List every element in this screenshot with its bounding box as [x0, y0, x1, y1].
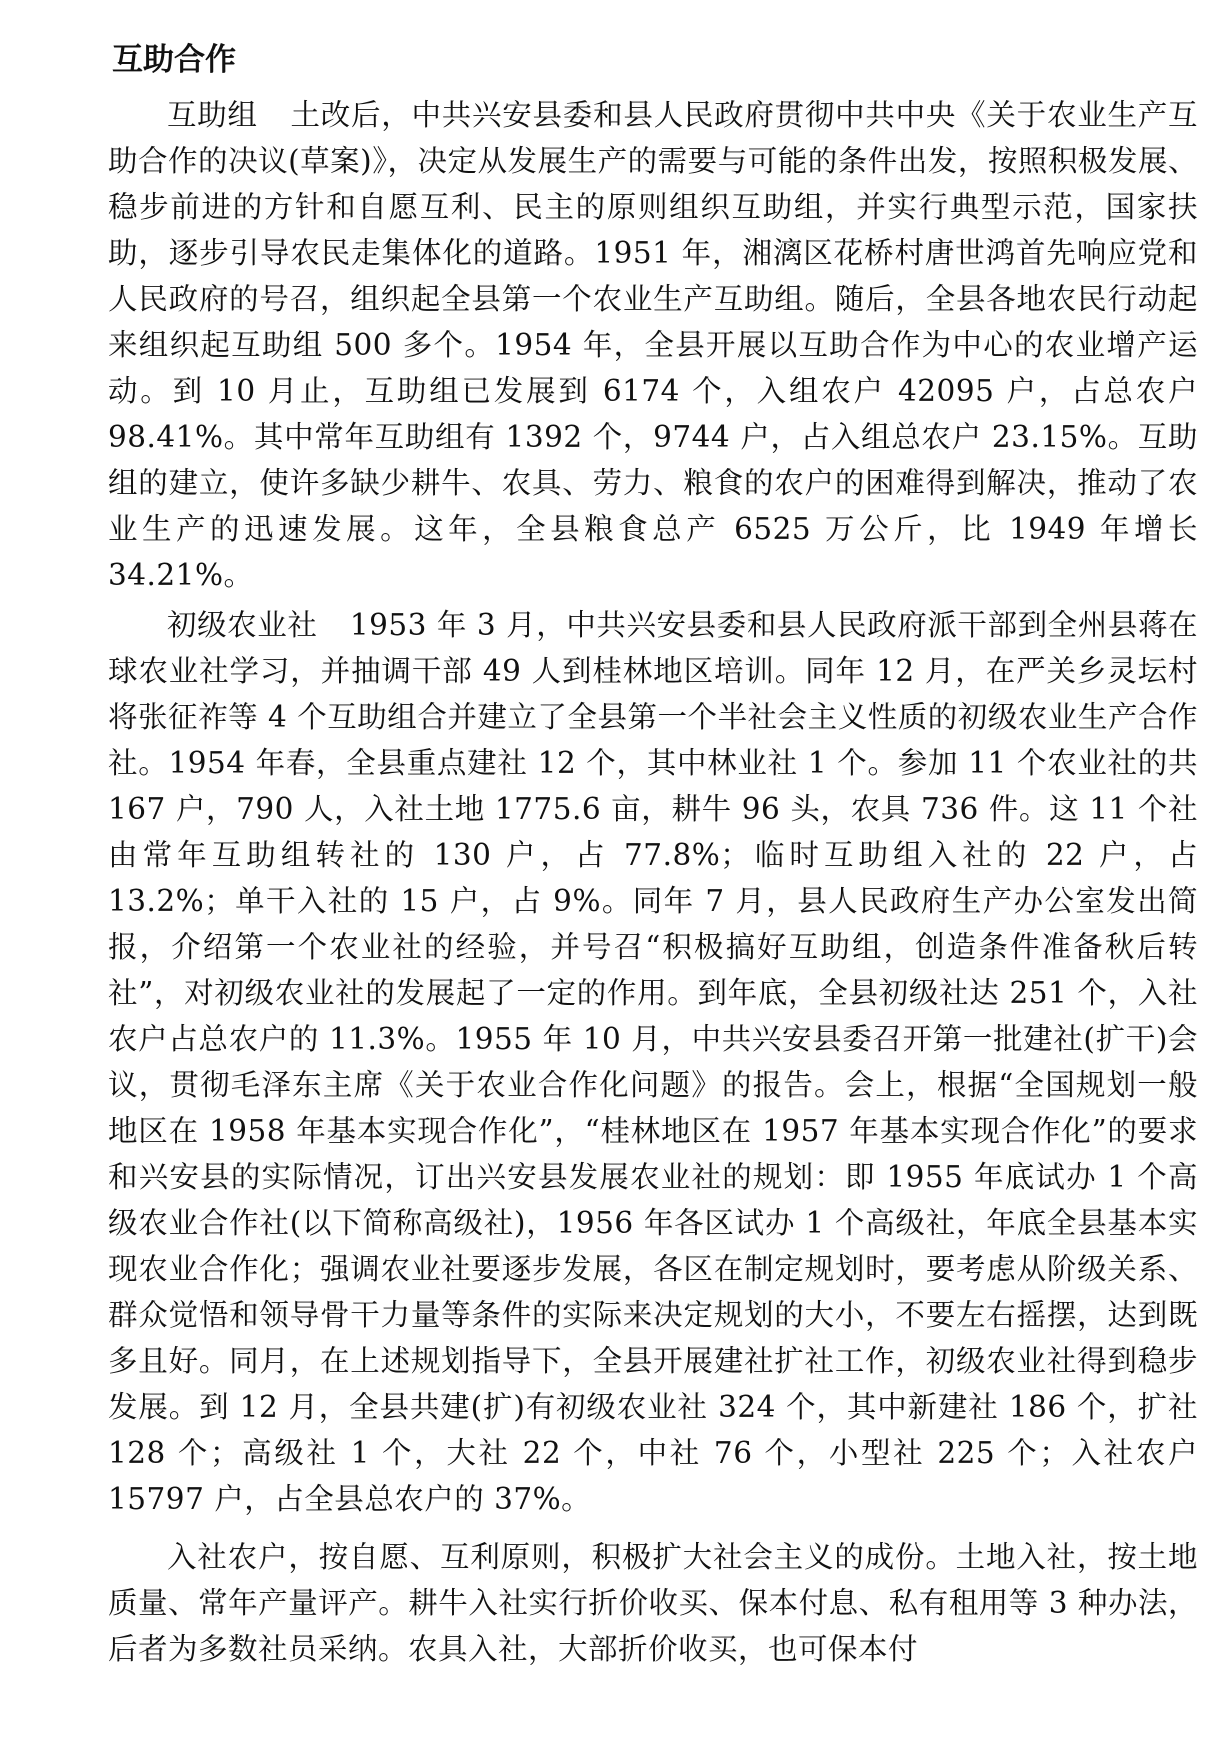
- paragraph-joining-households: [108, 1534, 1198, 1672]
- paragraph-body-primary-cooperatives: 1953 年 3 月，中共兴安县委和县人民政府派干部到全州县蒋在球农业社学习，并抽调干部 49 人到桂林地区培训。同年 12 月，在严关乡灵坛村将张征祚等 4 个互助组合并建立了全县第一个半社会主义性质的初级农业生产合作社。1954 年春，全县重点建社 12 个，其中林业社 1 个。参加 11 个农业社的共 167 户，790 人，入社土地 1775.6 亩，耕牛 96 头，农具 736 件。这 11 个社由常年互助组转社的 130 户，占 77.8%；临时互助组入社的 22 户，占 13.2%；单干入社的 15 户，占 9%。同年 7 月，县人民政府生产办公室发出简报，介绍第一个农业社的经验，并号召“积极搞好互助组，创造条件准备秋后转社”，对初级农业社的发展起了一定的作用。到年底，全县初级社达 251 个，入社农户占总农户的 11.3%。1955 年 10 月，中共兴安县委召开第一批建社(扩干)会议，贯彻毛泽东主席《关于农业合作化问题》的报告。会上，根据“全国规划一般地区在 1958 年基本实现合作化”，“桂林地区在 1957 年基本实现合作化”的要求和兴安县的实际情况，订出兴安县发展农业社的规划：即 1955 年底试办 1 个高级农业合作社(以下简称高级社)，1956 年各区试办 1 个高级社，年底全县基本实现农业合作化；强调农业社要逐步发展，各区在制定规划时，要考虑从阶级关系、群众觉悟和领导骨干力量等条件的实际来决定规划的大小，不要左右摇摆，达到既多且好。同月，在上述规划指导下，全县开展建社扩社工作，初级农业社得到稳步发展。到 12 月，全县共建(扩)有初级农业社 324 个，其中新建社 186 个，扩社 128 个；高级社 1 个，大社 22 个，中社 76 个，小型社 225 个；入社农户 15797 户，占全县总农户的 37%。: [108, 608, 1198, 1516]
- paragraph-lead-mutual-aid-groups: 互助组: [167, 98, 258, 132]
- document-page: [108, 36, 1198, 1672]
- section-title: 互助合作: [112, 42, 236, 78]
- paragraph-mutual-aid-groups: [108, 92, 1198, 598]
- paragraph-body-joining-households: 入社农户，按自愿、互利原则，积极扩大社会主义的成份。土地入社，按土地质量、常年产量评产。耕牛入社实行折价收买、保本付息、私有租用等 3 种办法，后者为多数社员采纳。农具入社，大部折价收买，也可保本付: [108, 1540, 1198, 1666]
- paragraph-primary-cooperatives: [108, 602, 1198, 1522]
- paragraph-body-mutual-aid-groups: 土改后，中共兴安县委和县人民政府贯彻中共中央《关于农业生产互助合作的决议(草案)》，决定从发展生产的需要与可能的条件出发，按照积极发展、稳步前进的方针和自愿互利、民主的原则组织互助组，并实行典型示范，国家扶助，逐步引导农民走集体化的道路。1951 年，湘漓区花桥村唐世鸿首先响应党和人民政府的号召，组织起全县第一个农业生产互助组。随后，全县各地农民行动起来组织起互助组 500 多个。1954 年，全县开展以互助合作为中心的农业增产运动。到 10 月止，互助组已发展到 6174 个，入组农户 42095 户，占总农户 98.41%。其中常年互助组有 1392 个，9744 户，占入组总农户 23.15%。互助组的建立，使许多缺少耕牛、农具、劳力、粮食的农户的困难得到解决，推动了农业生产的迅速发展。这年，全县粮食总产 6525 万公斤，比 1949 年增长 34.21%。: [108, 98, 1198, 592]
- paragraph-lead-primary-cooperatives: 初级农业社: [167, 608, 318, 642]
